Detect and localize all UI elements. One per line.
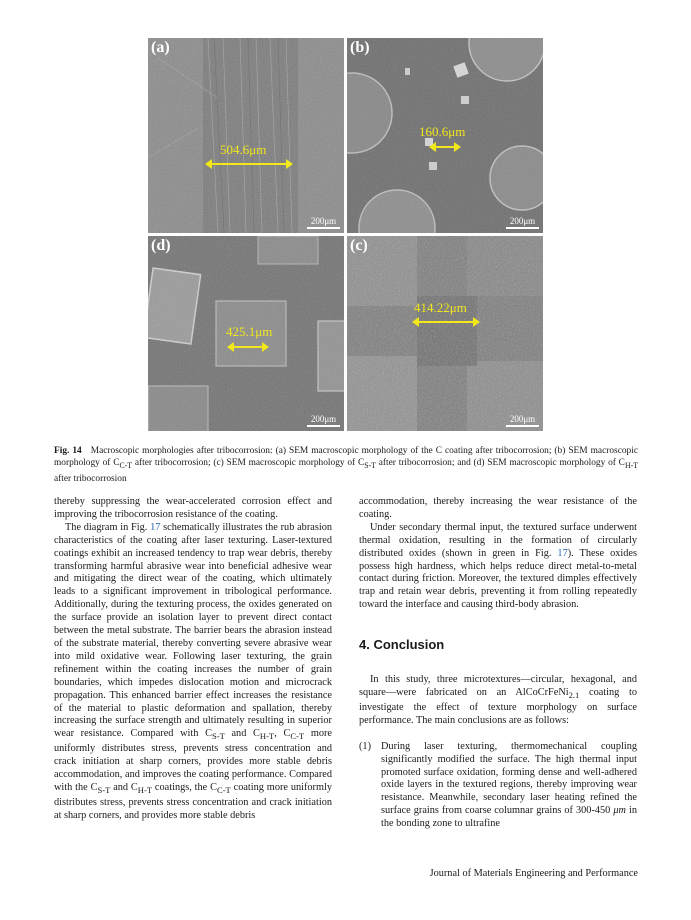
caption-text: after tribocorrosion <box>54 473 127 484</box>
scale-bar-label: 200μm <box>509 216 536 226</box>
measurement-arrow <box>232 346 264 348</box>
scale-bar-label: 200μm <box>310 216 337 226</box>
text-span: coating more uniformly distributes stress, prevents stress concentration and crack initiation at sharp corners, and provides more stable debris <box>54 781 332 821</box>
panel-d <box>148 236 344 431</box>
text-span: schematically illustrates the rub abrasion characteristics of the coating after laser texturing. Laser-textured coatings exhibit an increased tendency to trap wear debris, thereby transforming harmful abrasive wear into beneficial adhesive wear and mitigating the direct wear of the coating, which ultimately leads to a significant improvement in tribological performance. Additionally, during the texturing process, the oxides generated on the surface provide an isolation layer to prevent direct contact between the metal substrate. The barrier bears the abrasion instead of the substrate material, thereby converting severe abrasive wear into mild oxidative wear. Following laser texturing, the grain refinement within the coating increases the number of grain boundaries, which impedes dislocation motion and microcrack propagation. This enhanced barrier effect increases the resistance of the material to plastic deformation and spallation, thereby increasing the surface strength and ultimately resulting in superior wear resistance. Compared with C <box>54 521 332 740</box>
paragraph <box>54 522 332 823</box>
text-span: coating to investigate the effect of texture morphology on surface performance. The main conclusions are as follows: <box>359 686 637 726</box>
text-span: During laser texturing, thermomechanical coupling significantly modified the surface. The high thermal input promoted surface oxidation, forming dense and well-adhered oxide layers in the textured regions, thereby improving wear resistance. Meanwhile, secondary laser heating refined the surface grains from coarse columnar grains of 300-450 <box>381 740 637 817</box>
text-span: Under secondary thermal input, the textured surface underwent thermal oxidation, resulting in the formation of circularly distributed oxides (shown in green in Fig. <box>359 521 637 559</box>
sem-image-c <box>347 236 543 431</box>
caption-text: after tribocorrosion; and (d) SEM macroscopic morphology of C <box>375 458 625 469</box>
figure-reference-link[interactable]: 17 <box>150 521 161 533</box>
paragraph: thereby suppressing the wear-accelerated corrosion effect and improving the tribocorrosion resistance of the coating. <box>54 496 332 520</box>
panel-b <box>347 38 543 233</box>
panel-c <box>347 236 543 431</box>
subscript: S-T <box>97 785 111 796</box>
list-item <box>359 741 637 831</box>
panel-a <box>148 38 344 233</box>
scale-bar <box>307 217 340 229</box>
caption-subscript: H-T <box>624 461 638 471</box>
scale-bar-label: 200μm <box>509 414 536 424</box>
subscript: H-T <box>259 731 275 742</box>
unit-italic: μm <box>613 805 626 817</box>
measurement-label: 160.6μm <box>419 124 466 139</box>
paragraph <box>359 674 637 728</box>
text-span: The diagram in Fig. <box>65 521 151 533</box>
text-span: , C <box>274 728 291 740</box>
text-span: more uniformly distributes stress, prevents stress concentration and crack initiation at sharp corners, provides more stable debris accommodation, and improves the coating performance. Compared with the C <box>54 728 332 793</box>
sem-image-a <box>148 38 344 233</box>
scale-bar-line <box>506 227 539 229</box>
subscript: C-T <box>290 731 305 742</box>
scale-bar <box>506 217 539 229</box>
journal-footer: Journal of Materials Engineering and Performance <box>429 868 638 879</box>
measurement-arrow <box>434 146 456 148</box>
panel-label: (a) <box>151 39 170 56</box>
figure-caption <box>54 445 638 485</box>
panel-label: (d) <box>151 237 171 254</box>
text-span: coatings, the C <box>152 781 217 793</box>
right-column <box>359 496 637 831</box>
text-span: and C <box>224 728 260 740</box>
subscript: S-T <box>211 731 225 742</box>
measurement-label: 425.1μm <box>226 324 273 339</box>
left-column <box>54 496 332 823</box>
measurement-arrow <box>417 321 475 323</box>
sem-figure <box>148 38 543 432</box>
caption-subscript: C-T <box>119 461 133 471</box>
scale-bar <box>506 415 539 427</box>
caption-text: Macroscopic morphologies after tribocorrosion: (a) SEM macroscopic morphology of the C coating after tribocorrosion; (b) SEM macroscopic morphology of C <box>54 446 638 469</box>
measurement-arrow <box>210 163 288 165</box>
caption-label: Fig. 14 <box>54 446 82 456</box>
subscript: C-T <box>216 785 231 796</box>
text-span: ). These oxides possess high hardness, which helps reduce direct metal-to-metal contact during friction. Moreover, the textured dimples effectively trap and retain wear debris, preventing it from rolling repeatedly toward the interface and causing third-body abrasion. <box>359 547 637 611</box>
panel-label: (b) <box>350 39 370 56</box>
paragraph: accommodation, thereby increasing the wear resistance of the coating. <box>359 496 637 520</box>
figure-reference-link[interactable]: 17 <box>557 547 568 559</box>
list-number: (1) <box>359 740 372 752</box>
subscript: H-T <box>137 785 153 796</box>
scale-bar-line <box>506 425 539 427</box>
section-heading: 4. Conclusion <box>359 637 445 653</box>
measurement-label: 504.6μm <box>220 142 267 157</box>
measurement-label: 414.22μm <box>414 300 467 315</box>
scale-bar-line <box>307 227 340 229</box>
scale-bar-label: 200μm <box>310 414 337 424</box>
text-span: In this study, three microtextures—circular, hexagonal, and square—were fabricated on an AlCoCrFeNi <box>359 674 637 698</box>
caption-text: after tribocorrosion; (c) SEM macroscopic morphology of C <box>132 458 365 469</box>
caption-subscript: S-T <box>364 461 376 471</box>
panel-label: (c) <box>350 237 368 254</box>
scale-bar <box>307 415 340 427</box>
scale-bar-line <box>307 425 340 427</box>
subscript: 2.1 <box>568 690 580 701</box>
text-span: in the bonding zone to ultrafine <box>381 805 637 830</box>
paragraph <box>359 522 637 612</box>
text-span: and C <box>110 781 138 793</box>
